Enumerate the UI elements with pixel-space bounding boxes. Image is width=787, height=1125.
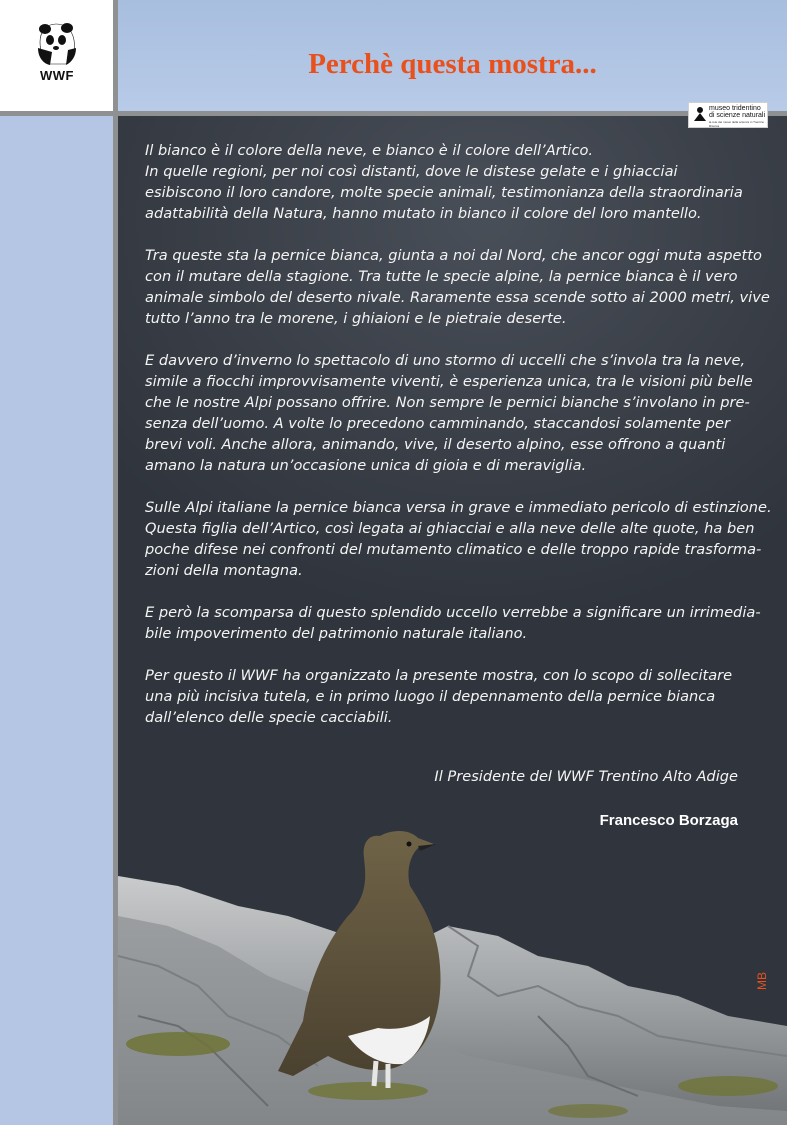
paragraph-line: E però la scomparsa di questo splendido uccello verrebbe a significare un irrimedia- xyxy=(145,604,761,621)
paragraph-line: amano la natura un’occasione unica di gioia e di meraviglia. xyxy=(145,457,587,474)
body-text xyxy=(145,140,772,749)
museum-name-line2: di scienze naturali xyxy=(709,112,766,119)
paragraph-line: animale simbolo del deserto nivale. Raramente essa scende sotto ai 2000 metri, vive xyxy=(145,289,770,306)
signature-role: Il Presidente del WWF Trentino Alto Adige xyxy=(434,768,738,785)
museum-logo xyxy=(688,102,768,128)
paragraph-line: con il mutare della stagione. Tra tutte le specie alpine, la pernice bianca è il vero xyxy=(145,268,738,285)
side-strip xyxy=(0,113,113,1125)
museum-subtitle: la rete dei musei della scienza in Trentino · Ricerca xyxy=(709,120,766,128)
paragraph-line: Il bianco è il colore della neve, e bianco è il colore dell’Artico. xyxy=(145,142,594,159)
paragraph-line: zioni della montagna. xyxy=(145,562,303,579)
paragraph-line: una più incisiva tutela, e in primo luogo il depennamento della pernice bianca xyxy=(145,688,716,705)
museum-name-line1: museo tridentino xyxy=(709,105,761,112)
museum-name xyxy=(709,105,767,119)
wwf-logo xyxy=(0,0,113,111)
photo-credit: MB xyxy=(755,972,769,990)
paragraph-line: tutto l’anno tra le morene, i ghiaioni e le pietraie deserte. xyxy=(145,310,567,327)
paragraph-line: esibiscono il loro candore, molte specie animali, testimonianza della straordinaria xyxy=(145,184,743,201)
paragraph-line: poche difese nei confronti del mutamento climatico e delle troppo rapide trasforma- xyxy=(145,541,762,558)
paragraph-line: Sulle Alpi italiane la pernice bianca versa in grave e immediato pericolo di estinzione. xyxy=(145,499,772,516)
signature-name: Francesco Borzaga xyxy=(599,812,738,829)
paragraph-line: simile a fiocchi improvvisamente viventi, è esperienza unica, tra le visioni più belle xyxy=(145,373,753,390)
page-title: Perchè questa mostra... xyxy=(308,48,597,80)
paragraph-line: dall’elenco delle specie cacciabili. xyxy=(145,709,393,726)
paragraph xyxy=(145,497,772,581)
paragraph xyxy=(145,350,753,476)
paragraph-line: In quelle regioni, per noi così distanti, dove le distese gelate e i ghiacciai xyxy=(145,163,678,180)
paragraph xyxy=(145,665,745,728)
museum-emblem-icon xyxy=(693,106,707,122)
paragraph xyxy=(145,245,770,329)
paragraph-line: Tra queste sta la pernice bianca, giunta a noi dal Nord, che ancor oggi muta aspetto xyxy=(145,247,762,264)
paragraph-line: adattabilità della Natura, hanno mutato in bianco il colore del loro mantello. xyxy=(145,205,702,222)
paragraph-line: brevi voli. Anche allora, animando, vive, il deserto alpino, esse offrono a quanti xyxy=(145,436,726,453)
panda-icon xyxy=(36,22,78,66)
paragraph-line: Per questo il WWF ha organizzato la presente mostra, con lo scopo di sollecitare xyxy=(145,667,733,684)
wwf-logo-text: WWF xyxy=(40,68,74,83)
paragraph-line: Questa figlia dell’Artico, così legata ai ghiacciai e alla neve delle alte quote, ha ben xyxy=(145,520,755,537)
paragraph-line: che le nostre Alpi possano offrire. Non sempre le pernici bianche s’involano in pre- xyxy=(145,394,750,411)
paragraph-line: E davvero d’inverno lo spettacolo di uno stormo di uccelli che s’invola tra la neve, xyxy=(145,352,746,369)
paragraph-line: bile impoverimento del patrimonio naturale italiano. xyxy=(145,625,528,642)
paragraph-line: senza dell’uomo. A volte lo precedono camminando, staccandosi solamente per xyxy=(145,415,731,432)
paragraph xyxy=(145,140,745,224)
paragraph xyxy=(145,602,761,644)
